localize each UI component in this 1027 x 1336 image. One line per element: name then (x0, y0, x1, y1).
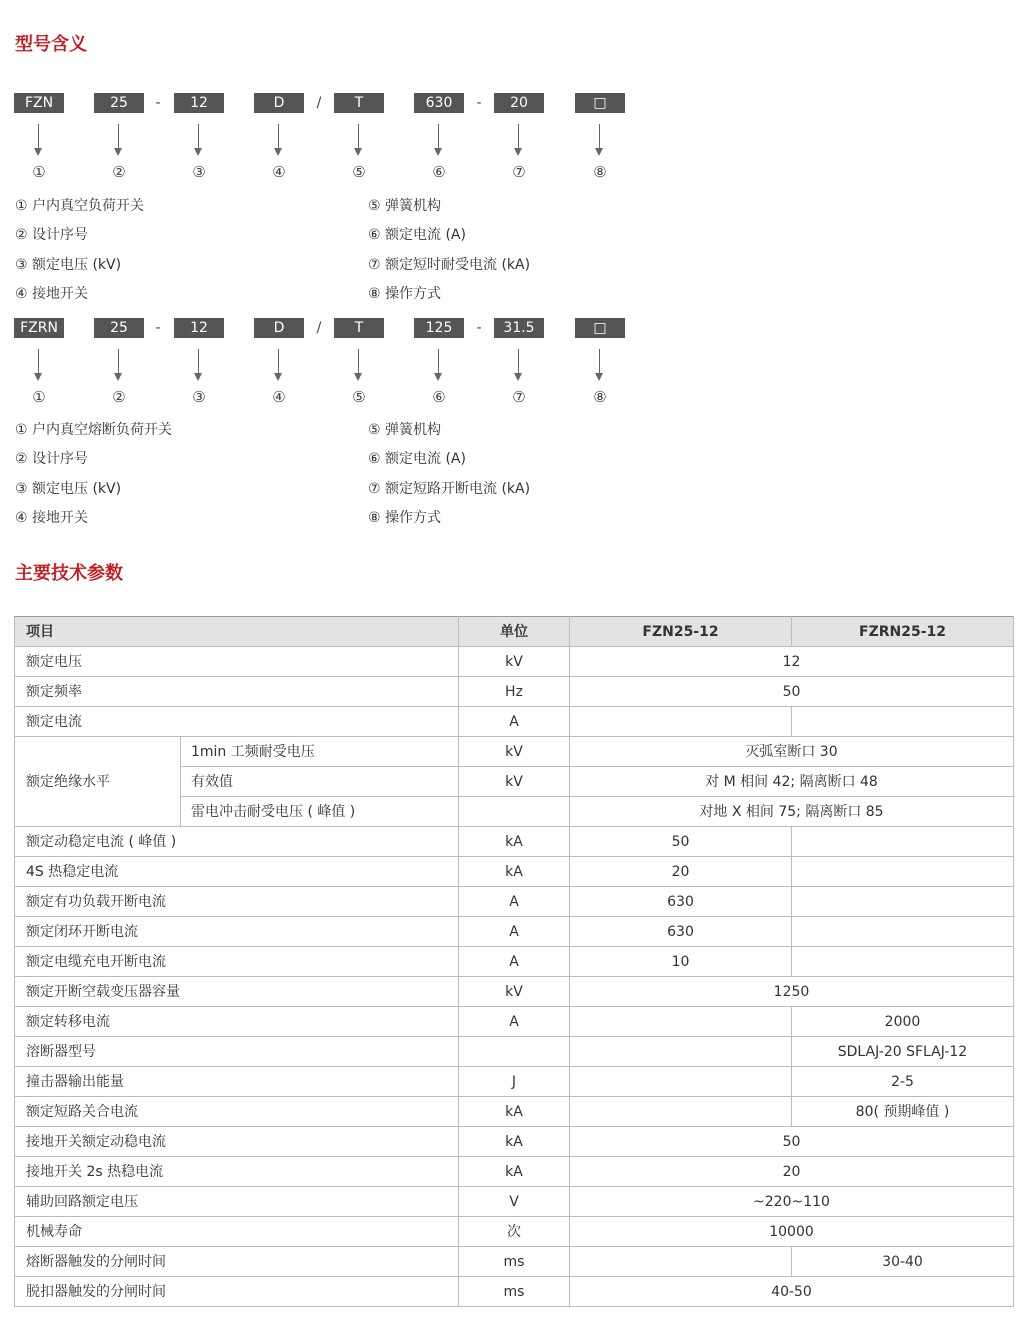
row-unit: 次 (459, 1217, 570, 1247)
position-number: ⑥ (432, 388, 446, 406)
position-number: ④ (272, 163, 286, 181)
row-unit: kA (459, 1097, 570, 1127)
code-separator: - (155, 95, 161, 111)
row-name: 撞击器输出能量 (15, 1067, 459, 1097)
row-value-fzn: 50 (570, 827, 792, 857)
position-number: ⑥ (432, 163, 446, 181)
table-row (15, 1097, 1014, 1127)
position-number: ③ (192, 163, 206, 181)
legend-item: ⑤ 弹簧机构 (368, 422, 442, 438)
row-unit: A (459, 887, 570, 917)
row-unit: kV (459, 767, 570, 797)
down-arrow-icon (599, 349, 601, 384)
down-arrow-icon (278, 124, 280, 159)
table-row (15, 947, 1014, 977)
code-box-2: 25 (94, 93, 144, 113)
table-row (15, 1157, 1014, 1187)
legend-item: ⑥ 额定电流 (A) (368, 451, 466, 467)
col-header-item: 项目 (15, 617, 459, 647)
code-separator: - (476, 320, 482, 336)
row-value-shared: 50 (570, 677, 1014, 707)
row-name: 额定转移电流 (15, 1007, 459, 1037)
code-box-5: T (334, 318, 384, 338)
row-unit (459, 1037, 570, 1067)
position-number: ② (112, 163, 126, 181)
row-value-fzn: 10 (570, 947, 792, 977)
row-value-shared: 对地 X 相间 75; 隔离断口 85 (570, 797, 1014, 827)
row-name: 额定短路关合电流 (15, 1097, 459, 1127)
row-value-shared: 对 M 相间 42; 隔离断口 48 (570, 767, 1014, 797)
row-value-shared: 10000 (570, 1217, 1014, 1247)
row-unit: ms (459, 1277, 570, 1307)
row-name: 辅助回路额定电压 (15, 1187, 459, 1217)
position-number: ① (32, 388, 46, 406)
legend-item: ③ 额定电压 (kV) (15, 481, 122, 497)
row-name: 额定开断空载变压器容量 (15, 977, 459, 1007)
row-value-shared: 1250 (570, 977, 1014, 1007)
model-code-diagram-fzn (0, 93, 700, 193)
table-row (15, 677, 1014, 707)
row-value-fzrn: 30-40 (792, 1247, 1014, 1277)
row-value-shared: 40-50 (570, 1277, 1014, 1307)
code-box-7: 20 (494, 93, 544, 113)
position-number: ④ (272, 388, 286, 406)
code-box-3: 12 (174, 318, 224, 338)
row-value-shared: 20 (570, 1157, 1014, 1187)
table-row (15, 977, 1014, 1007)
code-box-5: T (334, 93, 384, 113)
row-value-shared: 灭弧室断口 30 (570, 737, 1014, 767)
code-box-4: D (254, 318, 304, 338)
code-box-8: □ (575, 93, 625, 113)
legend-item: ① 户内真空熔断负荷开关 (15, 422, 173, 438)
down-arrow-icon (358, 349, 360, 384)
legend-item: ⑧ 操作方式 (368, 286, 442, 302)
col-header-fzrn: FZRN25-12 (792, 617, 1014, 647)
row-name: 溶断器型号 (15, 1037, 459, 1067)
row-unit: ms (459, 1247, 570, 1277)
legend-item: ⑦ 额定短路开断电流 (kA) (368, 481, 531, 497)
row-unit: kA (459, 1127, 570, 1157)
table-row (15, 1247, 1014, 1277)
position-number: ⑦ (512, 163, 526, 181)
down-arrow-icon (438, 349, 440, 384)
row-subname: 雷电冲击耐受电压 ( 峰值 ) (181, 797, 459, 827)
row-value-fzrn (792, 887, 1014, 917)
row-value-shared: 12 (570, 647, 1014, 677)
position-number: ⑤ (352, 388, 366, 406)
row-value-fzn (570, 1037, 792, 1067)
down-arrow-icon (278, 349, 280, 384)
legend-item: ① 户内真空负荷开关 (15, 198, 145, 214)
row-unit: V (459, 1187, 570, 1217)
row-value-fzn: 630 (570, 887, 792, 917)
row-value-fzn (570, 1067, 792, 1097)
legend-item: ④ 接地开关 (15, 286, 89, 302)
row-value-fzn (570, 1247, 792, 1277)
model-code-diagram-fzrn (0, 318, 700, 418)
row-unit: A (459, 917, 570, 947)
row-value-fzrn: 80( 预期峰值 ) (792, 1097, 1014, 1127)
row-name: 额定电缆充电开断电流 (15, 947, 459, 977)
legend-item: ⑤ 弹簧机构 (368, 198, 442, 214)
legend-item: ③ 额定电压 (kV) (15, 257, 122, 273)
position-number: ① (32, 163, 46, 181)
table-row (15, 1007, 1014, 1037)
row-value-fzrn (792, 857, 1014, 887)
legend-item: ② 设计序号 (15, 227, 89, 243)
row-unit (459, 797, 570, 827)
position-number: ⑧ (593, 388, 607, 406)
row-unit: kA (459, 857, 570, 887)
row-name: 额定电流 (15, 707, 459, 737)
row-value-fzn (570, 1097, 792, 1127)
row-name: 额定有功负载开断电流 (15, 887, 459, 917)
row-name: 接地开关额定动稳电流 (15, 1127, 459, 1157)
code-box-4: D (254, 93, 304, 113)
row-value-shared: 50 (570, 1127, 1014, 1157)
table-row (15, 647, 1014, 677)
row-subname: 1min 工频耐受电压 (181, 737, 459, 767)
row-name: 熔断器触发的分闸时间 (15, 1247, 459, 1277)
down-arrow-icon (38, 349, 40, 384)
row-unit: kA (459, 827, 570, 857)
row-name: 额定动稳定电流 ( 峰值 ) (15, 827, 459, 857)
row-name: 接地开关 2s 热稳电流 (15, 1157, 459, 1187)
table-row (15, 1277, 1014, 1307)
row-unit: kV (459, 737, 570, 767)
row-value-fzn: 630 (570, 917, 792, 947)
legend-item: ② 设计序号 (15, 451, 89, 467)
row-unit: kV (459, 647, 570, 677)
row-unit: A (459, 1007, 570, 1037)
code-separator: - (155, 320, 161, 336)
row-value-fzrn (792, 707, 1014, 737)
table-row (15, 1217, 1014, 1247)
code-box-1: FZN (14, 93, 64, 113)
down-arrow-icon (198, 124, 200, 159)
row-value-fzn (570, 1007, 792, 1037)
code-separator: / (316, 320, 322, 336)
legend-item: ⑥ 额定电流 (A) (368, 227, 466, 243)
col-header-unit: 单位 (459, 617, 570, 647)
down-arrow-icon (118, 124, 120, 159)
code-box-2: 25 (94, 318, 144, 338)
code-box-8: □ (575, 318, 625, 338)
down-arrow-icon (599, 124, 601, 159)
row-value-fzrn (792, 947, 1014, 977)
legend-item: ④ 接地开关 (15, 510, 89, 526)
code-box-6: 125 (414, 318, 464, 338)
table-row (15, 917, 1014, 947)
code-separator: - (476, 95, 482, 111)
table-header-row (15, 617, 1014, 647)
table-row (15, 887, 1014, 917)
row-name: 4S 热稳定电流 (15, 857, 459, 887)
code-box-1: FZRN (14, 318, 64, 338)
row-value-fzn (570, 707, 792, 737)
row-unit: kA (459, 1157, 570, 1187)
down-arrow-icon (518, 124, 520, 159)
section-title-tech-params: 主要技术参数 (15, 563, 123, 584)
down-arrow-icon (358, 124, 360, 159)
table-row (15, 707, 1014, 737)
position-number: ③ (192, 388, 206, 406)
row-name: 额定频率 (15, 677, 459, 707)
row-value-fzrn: SDLAJ-20 SFLAJ-12 (792, 1037, 1014, 1067)
row-name: 脱扣器触发的分闸时间 (15, 1277, 459, 1307)
spec-table (14, 616, 1014, 1307)
row-unit: J (459, 1067, 570, 1097)
down-arrow-icon (198, 349, 200, 384)
row-name: 额定闭环开断电流 (15, 917, 459, 947)
table-row (15, 857, 1014, 887)
row-unit: Hz (459, 677, 570, 707)
legend-item: ⑧ 操作方式 (368, 510, 442, 526)
table-row (15, 1187, 1014, 1217)
row-value-shared: ~220~110 (570, 1187, 1014, 1217)
row-value-fzrn (792, 827, 1014, 857)
down-arrow-icon (438, 124, 440, 159)
row-value-fzrn: 2000 (792, 1007, 1014, 1037)
row-value-fzrn (792, 917, 1014, 947)
table-row (15, 1037, 1014, 1067)
code-box-7: 31.5 (494, 318, 544, 338)
position-number: ⑤ (352, 163, 366, 181)
legend-item: ⑦ 额定短时耐受电流 (kA) (368, 257, 531, 273)
position-number: ② (112, 388, 126, 406)
position-number: ⑦ (512, 388, 526, 406)
section-title-model-meaning: 型号含义 (15, 34, 87, 55)
table-row (15, 1067, 1014, 1097)
table-row (15, 1127, 1014, 1157)
row-subname: 有效值 (181, 767, 459, 797)
down-arrow-icon (38, 124, 40, 159)
col-header-fzn: FZN25-12 (570, 617, 792, 647)
row-name: 额定电压 (15, 647, 459, 677)
row-name-group: 额定绝缘水平 (15, 737, 181, 827)
row-name: 机械寿命 (15, 1217, 459, 1247)
position-number: ⑧ (593, 163, 607, 181)
row-unit: A (459, 947, 570, 977)
table-row (15, 827, 1014, 857)
code-box-3: 12 (174, 93, 224, 113)
table-row (15, 737, 1014, 767)
row-value-fzn: 20 (570, 857, 792, 887)
row-value-fzrn: 2-5 (792, 1067, 1014, 1097)
code-box-6: 630 (414, 93, 464, 113)
down-arrow-icon (518, 349, 520, 384)
row-unit: A (459, 707, 570, 737)
row-unit: kV (459, 977, 570, 1007)
down-arrow-icon (118, 349, 120, 384)
code-separator: / (316, 95, 322, 111)
